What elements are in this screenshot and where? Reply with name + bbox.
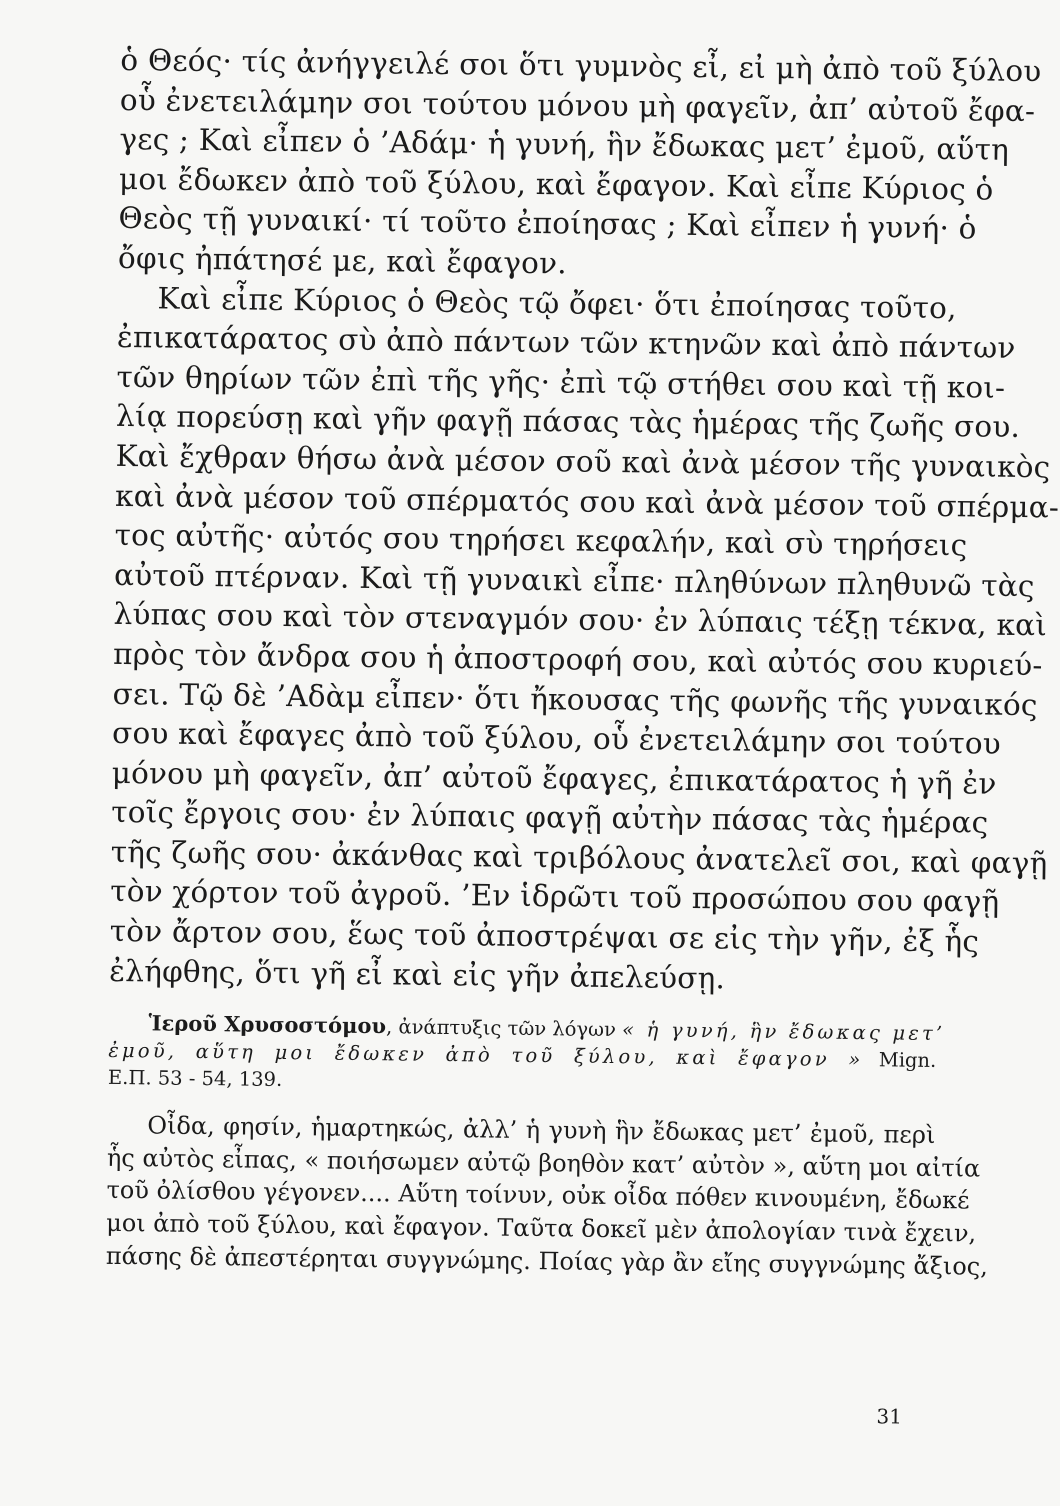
page-number: 31 (876, 1404, 903, 1429)
commentary-line: μοι ἀπὸ τοῦ ξύλου, καὶ ἔφαγον. Ταῦτα δοκεῖ μὲν ἀπολογίαν τινὰ ἔχειν, (106, 1208, 977, 1248)
text-line: πρὸς τὸν ἄνδρα σου ἡ ἀποστροφή σου, καὶ αὐτός σου κυριεύ- (112, 636, 1043, 683)
commentary-line: πάσης δὲ ἀπεστέρηται συγγνώμης. Ποίας γὰρ ἂν εἴης συγγνώμης ἄξιος, (105, 1241, 988, 1281)
text-line: ὄφις ἠπάτησέ με, καὶ ἔφαγον. (117, 240, 568, 281)
text-line: γες ; Καὶ εἶπεν ὁ ’Αδάμ· ἡ γυνή, ἣν ἔδωκας μετ’ ἐμοῦ, αὕτη (119, 122, 1010, 167)
text-line: Θεὸς τῇ γυναικί· τί τοῦτο ἐποίησας ; Καὶ εἶπεν ἡ γυνή· ὁ (118, 201, 977, 246)
text-line: τῶν θηρίων τῶν ἐπὶ τῆς γῆς· ἐπὶ τῷ στήθει σου καὶ τῇ κοι- (116, 359, 1006, 405)
commentary-line: ἧς αὐτὸς εἶπας, « ποιήσωμεν αὐτῷ βοηθὸν κατ’ αὐτὸν », αὕτη μοι αἰτία (106, 1143, 981, 1183)
reference-author: Ἱεροῦ Χρυσοστόμου (148, 1010, 387, 1039)
text-line: μόνου μὴ φαγεῖν, ἀπ’ αὐτοῦ ἔφαγες, ἐπικατάρατος ἡ γῆ ἐν (111, 755, 997, 801)
reference-intro: , ἀνάπτυξις τῶν λόγων (385, 1015, 617, 1042)
reference-quote: « ἡ γυνή, ἣν ἔδωκας μετ’ (621, 1018, 946, 1046)
text-line: οὗ ἐνετειλάμην σοι τούτου μόνου μὴ φαγεῖν, ἀπ’ αὐτοῦ ἔφα- (119, 82, 1036, 128)
text-line: Καὶ εἶπε Κύριος ὁ Θεὸς τῷ ὄφει· ὅτι ἐποίησας τοῦτο, (157, 280, 957, 325)
text-line: τὸν χόρτον τοῦ ἀγροῦ. ’Εν ἱδρῶτι τοῦ προσώπου σου φαγῇ (110, 874, 1000, 920)
text-line: ἐπικατάρατος σὺ ἀπὸ πάντων τῶν κτηνῶν καὶ ἀπὸ πάντων (116, 320, 1016, 366)
main-text-block (109, 41, 1060, 1001)
commentary-block (105, 1109, 988, 1282)
text-line: αὐτοῦ πτέρναν. Καὶ τῇ γυναικὶ εἶπε· πληθύνων πληθυνῶ τὰς (113, 557, 1035, 603)
text-line: λύπας σου καὶ τὸν στεναγμόν σου· ἐν λύπαις τέξῃ τέκνα, καὶ (113, 597, 1048, 643)
text-line: σει. Τῷ δὲ ’Αδὰμ εἶπεν· ὅτι ἤκουσας τῆς φωνῆς τῆς γυναικός (112, 676, 1038, 722)
reference-citation: Ε.Π. 53 - 54, 139. (107, 1066, 283, 1092)
commentary-line: τοῦ ὀλίσθου γέγονεν.... Αὕτη τοίνυν, οὐκ οἶδα πόθεν κινουμένη, ἔδωκέ (106, 1176, 970, 1215)
commentary-line: Οἶδα, φησίν, ἡμαρτηκώς, ἀλλ’ ἡ γυνὴ ἣν ἔδωκας μετ’ ἐμοῦ, περὶ (147, 1111, 936, 1150)
text-line: τῆς ζωῆς σου· ἀκάνθας καὶ τριβόλους ἀνατελεῖ σοι, καὶ φαγῇ (110, 834, 1048, 881)
text-line: Καὶ ἔχθραν θήσω ἀνὰ μέσον σοῦ καὶ ἀνὰ μέσον τῆς γυναικὸς (115, 438, 1051, 485)
reference-note (107, 1009, 946, 1101)
text-line: καὶ ἀνὰ μέσον τοῦ σπέρματός σου καὶ ἀνὰ μέσον τοῦ σπέρμα- (114, 478, 1060, 524)
text-line: τὸν ἄρτον σου, ἕως τοῦ ἀποστρέψαι σε εἰς τὴν γῆν, ἐξ ἧς (109, 913, 980, 959)
reference-source: Mign. (878, 1048, 937, 1073)
text-line: τος αὐτῆς· αὐτός σου τηρήσει κεφαλήν, καὶ σὺ τηρήσεις (114, 518, 968, 563)
text-line: τοῖς ἔργοις σου· ἐν λύπαις φαγῇ αὐτὴν πάσας τὰς ἡμέρας (111, 795, 989, 840)
text-line: ὁ Θεός· τίς ἀνήγγειλέ σοι ὅτι γυμνὸς εἶ, εἰ μὴ ἀπὸ τοῦ ξύλου (120, 42, 1042, 89)
text-line: ἐλήφθης, ὅτι γῆ εἶ καὶ εἰς γῆν ἀπελεύσῃ. (109, 953, 726, 996)
reference-quote: ἐμοῦ, αὕτη μοι ἔδωκεν ἀπὸ τοῦ ξύλου, καὶ ἔφαγον » (108, 1039, 864, 1072)
text-line: σου καὶ ἔφαγες ἀπὸ τοῦ ξύλου, οὗ ἐνετειλάμην σοι τούτου (111, 715, 1002, 761)
text-line: μοι ἔδωκεν ἀπὸ τοῦ ξύλου, καὶ ἔφαγον. Καὶ εἶπε Κύριος ὁ (118, 161, 994, 207)
text-line: λίᾳ πορεύσῃ καὶ γῆν φαγῇ πάσας τὰς ἡμέρας τῆς ζωῆς σου. (115, 399, 1021, 445)
